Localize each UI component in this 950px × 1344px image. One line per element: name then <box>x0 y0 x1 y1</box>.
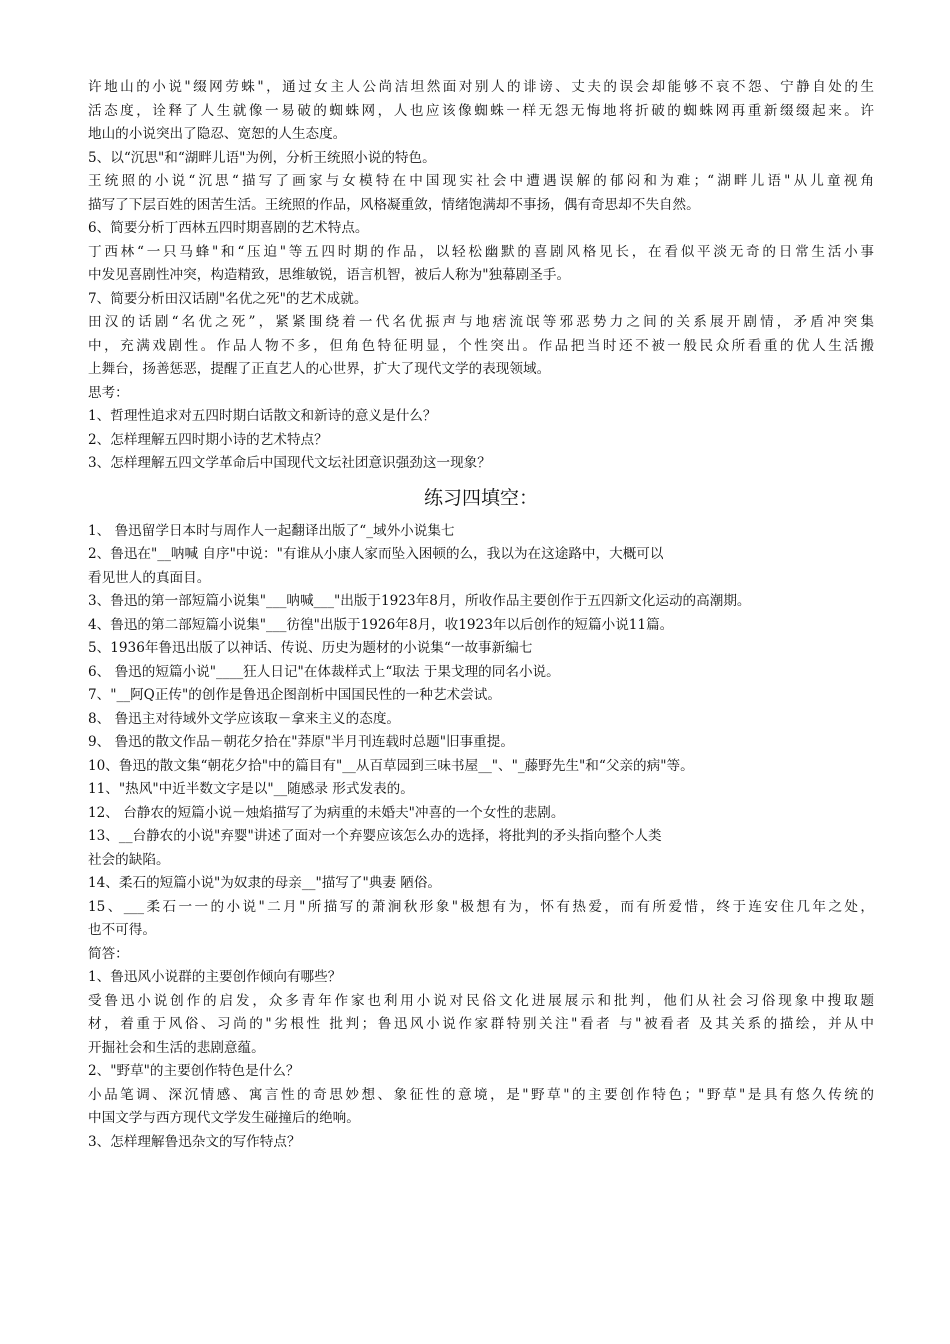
fill-blank-line: 7、"__阿Q正传"的创作是鲁迅企图剖析中国国民性的一种艺术尝试。 <box>88 687 501 703</box>
question-line: 3、怎样理解鲁迅杂文的写作特点？ <box>88 1133 301 1150</box>
question-line: 6、简要分析丁西林五四时期喜剧的艺术特点。 <box>88 220 369 236</box>
text-line: 王统照的小说“沉思“描写了画家与女模特在中国现实社会中遭遇误解的郁闷和为难；“湖畔儿语"从儿童视角 <box>88 173 874 189</box>
fill-blank-line: 8、 鲁迅主对待域外文学应该取－拿来主义的态度。 <box>88 710 401 727</box>
fill-blank-line: 2、鲁迅在"__呐喊 自序"中说："有谁从小康人家而坠入困顿的么，我以为在这途路中，大概可以 <box>88 546 664 562</box>
fill-blank-line: 6、 鲁迅的短篇小说"____狂人日记"在体裁样式上“取法 于果戈理的同名小说。 <box>88 663 560 680</box>
section-bottom <box>88 520 874 1155</box>
text-line: 受鲁迅小说创作的启发，众多青年作家也利用小说对民俗文化进展展示和批判，他们从社会习俗现象中搜取题 <box>88 992 874 1009</box>
fill-blank-line: 1、 鲁迅留学日本时与周作人一起翻译出版了“_域外小说集七 <box>88 522 455 539</box>
question-line: 2、怎样理解五四时期小诗的艺术特点？ <box>88 431 328 448</box>
fill-blank-line: 3、鲁迅的第一部短篇小说集"___呐喊___"出版于1923年8月，所收作品主要创作于五四新文化运动的高潮期。 <box>88 593 751 609</box>
fill-blank-line: 5、1936年鲁迅出版了以神话、传说、历史为题材的小说集“一故事新编七 <box>88 640 533 656</box>
text-line: 小品笔调、深沉情感、寓言性的奇思妙想、象征性的意境，是"野草"的主要创作特色；"野草"是具有悠久传统的 <box>88 1086 874 1103</box>
text-line: 地山的小说突出了隐忍、宽恕的人生态度。 <box>88 126 347 142</box>
text-line: 田汉的话剧“名优之死”，紧紧围绕着一代名优振声与地痞流氓等邪恶势力之间的关系展开剧情，矛盾冲突集 <box>88 314 874 330</box>
fill-blank-line: 社会的缺陷。 <box>88 851 170 868</box>
text-line: 上舞台，扬善惩恶，提醒了正直艺人的心世界，扩大了现代文学的表现领域。 <box>88 361 551 377</box>
question-line: 2、"野草"的主要创作特色是什么？ <box>88 1063 300 1079</box>
fill-blank-line: 14、柔石的短篇小说"为奴隶的母亲__"描写了"典妻 陋俗。 <box>88 875 442 891</box>
question-line: 3、怎样理解五四文学革命后中国现代文坛社团意识强劲这一现象？ <box>88 455 491 471</box>
text-line: 中发见喜剧性冲突，构造精致，思维敏锐，语言机智，被后人称为"独幕剧圣手。 <box>88 267 571 283</box>
text-line: 许地山的小说"缀网劳蛛"，通过女主人公尚洁坦然面对别人的诽谤、丈夫的误会却能够不哀不怨、宁静自处的生 <box>88 79 874 95</box>
fill-blank-line: 10、鲁迅的散文集“朝花夕拾"中的篇目有"__从百草园到三味书屋__"、"_藤野先生"和“父亲的病"等。 <box>88 757 694 774</box>
fill-blank-line: 4、鲁迅的第二部短篇小说集"___彷徨"出版于1926年8月，收1923年以后创作的短篇小说11篇。 <box>88 616 674 633</box>
text-line: 丁西林“一只马蜂"和“压迫"等五四时期的作品，以轻松幽默的喜剧风格见长，在看似平淡无奇的日常生活小事 <box>88 243 874 260</box>
section-heading: 练习四填空： <box>423 486 538 509</box>
fill-blank-line: 12、 台静农的短篇小说－烛焰描写了为病重的未婚夫"冲喜的一个女性的悲剧。 <box>88 804 565 821</box>
document-page <box>88 76 874 1154</box>
subheading-line: 思考： <box>88 384 129 401</box>
question-line: 1、哲理性追求对五四时期白话散文和新诗的意义是什么？ <box>88 408 437 424</box>
section-top <box>88 76 874 476</box>
text-line: 中国文学与西方现代文学发生碰撞后的绝响。 <box>88 1110 360 1126</box>
question-line: 7、简要分析田汉话剧"名优之死"的艺术成就。 <box>88 290 368 307</box>
text-line: 开掘社会和生活的悲剧意蕴。 <box>88 1039 265 1056</box>
fill-blank-line: 看见世人的真面目。 <box>88 569 211 586</box>
text-line: 中，充满戏剧性。作品人物不多，但角色特征明显，个性突出。作品把当时还不被一般民众所看重的优人生活搬 <box>88 337 874 354</box>
question-line: 1、鲁迅风小说群的主要创作倾向有哪些？ <box>88 969 342 985</box>
fill-blank-line: 9、 鲁迅的散文作品－朝花夕拾在"莽原"半月刊连载时总题"旧事重提。 <box>88 734 514 750</box>
fill-blank-line: 11、"热风"中近半数文字是以"__随感录 形式发表的。 <box>88 781 414 797</box>
subheading-line: 简答： <box>88 945 129 962</box>
question-line: 5、以“沉思"和“湖畔儿语"为例，分析王统照小说的特色。 <box>88 149 436 166</box>
text-line: 描写了下层百姓的困苦生活。王统照的作品，风格凝重敛，情绪饱满却不事扬，偶有奇思却不失自然。 <box>88 196 700 213</box>
fill-blank-line: 15、___柔石一一的小说"二月"所描写的萧涧秋形象"极想有为，怀有热爱，而有所爱惜，终于连安住几年之处， <box>88 898 874 915</box>
fill-blank-line: 也不可得。 <box>88 922 156 938</box>
fill-blank-line: 13、__台静农的小说"弃婴"讲述了面对一个弃婴应该怎么办的选择，将批判的矛头指向整个人类 <box>88 828 662 844</box>
text-line: 材，着重于风俗、习尚的"劣根性 批判；鲁迅风小说作家群特别关注"看者 与"被看者 及其关系的描绘，并从中 <box>88 1016 874 1032</box>
text-line: 活态度，诠释了人生就像一易破的蜘蛛网，人也应该像蜘蛛一样无怨无悔地将折破的蜘蛛网再重新缀缀起来。许 <box>88 102 874 119</box>
